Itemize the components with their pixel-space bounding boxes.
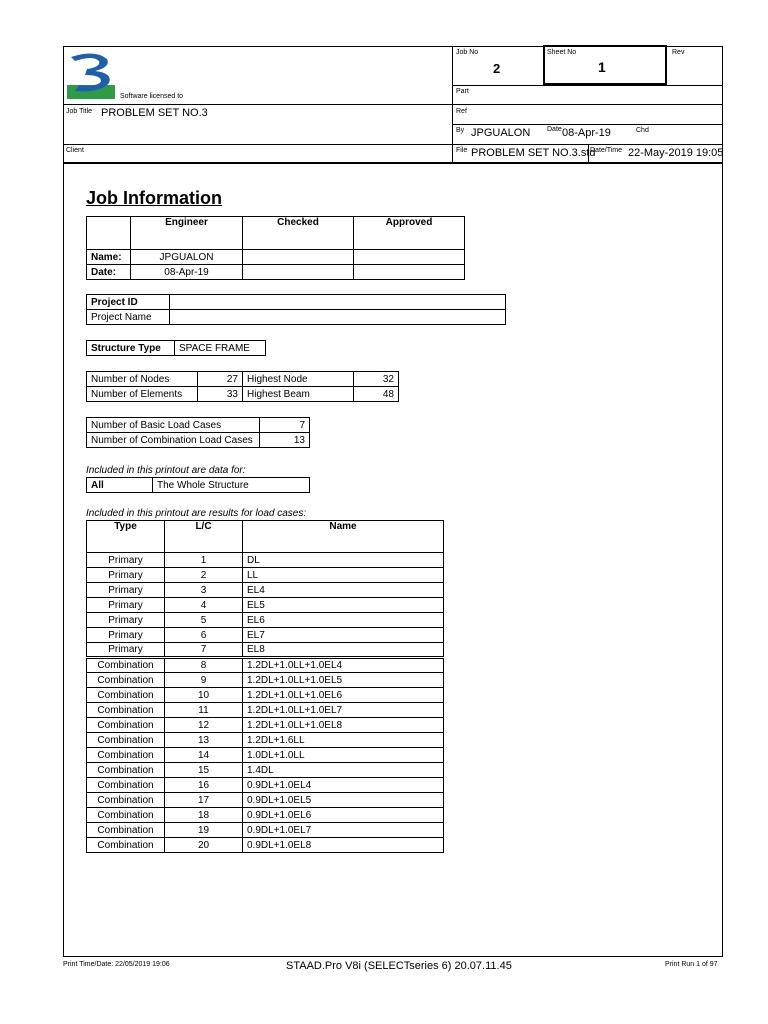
by-label: By [456, 127, 465, 134]
highest-node-value: 32 [354, 372, 399, 387]
chd-label: Chd [636, 127, 649, 134]
table-row [87, 733, 444, 748]
nodes-label: Number of Nodes [87, 372, 198, 387]
lc-name-cell: DL [243, 553, 444, 568]
lc-number-cell: 5 [165, 613, 243, 628]
header-bottom-rule [63, 162, 723, 164]
highest-beam-label: Highest Beam [243, 387, 354, 402]
lc-type-cell: Combination [87, 793, 165, 808]
table-row [87, 808, 444, 823]
table-row [87, 553, 444, 568]
lc-number-cell: 19 [165, 823, 243, 838]
lc-type-cell: Primary [87, 568, 165, 583]
table-row [87, 793, 444, 808]
lc-number-cell: 8 [165, 658, 243, 673]
lc-number-cell: 3 [165, 583, 243, 598]
table-row [87, 748, 444, 763]
lc-header-lc: L/C [165, 521, 243, 553]
job-info-approved [354, 250, 465, 265]
elements-label: Number of Elements [87, 387, 198, 402]
lc-name-cell: 1.2DL+1.0LL+1.0EL7 [243, 703, 444, 718]
client-label: Client [66, 147, 84, 154]
lc-name-cell: LL [243, 568, 444, 583]
table-row [87, 838, 444, 853]
job-info-row-label: Date: [87, 265, 131, 280]
project-name-value [170, 310, 506, 325]
highest-node-label: Highest Node [243, 372, 354, 387]
company-logo [65, 49, 117, 101]
structure-type-value: SPACE FRAME [175, 341, 266, 356]
rev-label: Rev [672, 49, 685, 56]
table-row [87, 613, 444, 628]
lc-name-cell: 1.4DL [243, 763, 444, 778]
lc-number-cell: 17 [165, 793, 243, 808]
structure-type-table [86, 340, 266, 356]
project-id-value [170, 295, 506, 310]
table-row [87, 673, 444, 688]
load-cases-caption: Included in this printout are results for load cases: [86, 508, 307, 519]
header-line-1 [452, 85, 723, 86]
lc-type-cell: Primary [87, 613, 165, 628]
lc-number-cell: 9 [165, 673, 243, 688]
lc-type-cell: Combination [87, 838, 165, 853]
lc-type-cell: Combination [87, 703, 165, 718]
lc-type-cell: Primary [87, 598, 165, 613]
lc-number-cell: 10 [165, 688, 243, 703]
combination-load-label: Number of Combination Load Cases [87, 433, 260, 448]
table-row [87, 658, 444, 673]
lc-header-type: Type [87, 521, 165, 553]
lc-number-cell: 2 [165, 568, 243, 583]
project-id-label: Project ID [87, 295, 170, 310]
lc-name-cell: EL4 [243, 583, 444, 598]
nodes-value: 27 [198, 372, 243, 387]
lc-number-cell: 11 [165, 703, 243, 718]
lc-header-name: Name [243, 521, 444, 553]
table-row [87, 643, 444, 658]
table-row [87, 568, 444, 583]
lc-number-cell: 4 [165, 598, 243, 613]
lc-type-cell: Primary [87, 643, 165, 658]
job-info-checked [243, 265, 354, 280]
lc-type-cell: Combination [87, 763, 165, 778]
sheet-no-label: Sheet No [547, 49, 577, 56]
datetime-label: Date/Time [590, 147, 623, 154]
job-info-engineer: JPGUALON [131, 250, 243, 265]
file-datetime-divider [588, 144, 589, 162]
lc-type-cell: Primary [87, 628, 165, 643]
file-label: File [456, 147, 468, 154]
footer-print-run: Print Run 1 of 97 [665, 961, 718, 968]
project-table [86, 294, 506, 325]
lc-type-cell: Combination [87, 808, 165, 823]
load-counts-table [86, 417, 310, 448]
lc-name-cell: 0.9DL+1.0EL7 [243, 823, 444, 838]
table-row [87, 823, 444, 838]
lc-type-cell: Combination [87, 673, 165, 688]
job-info-engineer: 08-Apr-19 [131, 265, 243, 280]
lc-name-cell: EL7 [243, 628, 444, 643]
by-value: JPGUALON [471, 127, 531, 139]
footer-software: STAAD.Pro V8i (SELECTseries 6) 20.07.11.45 [286, 960, 512, 972]
lc-type-cell: Combination [87, 688, 165, 703]
job-info-header-approved: Approved [354, 217, 465, 250]
lc-name-cell: 1.2DL+1.0LL+1.0EL8 [243, 718, 444, 733]
table-row [87, 718, 444, 733]
lc-name-cell: 1.2DL+1.0LL+1.0EL4 [243, 658, 444, 673]
lc-name-cell: 1.2DL+1.6LL [243, 733, 444, 748]
job-info-header-blank [87, 217, 131, 250]
lc-name-cell: 0.9DL+1.0EL5 [243, 793, 444, 808]
included-data-table [86, 477, 310, 493]
load-cases-table [86, 520, 444, 853]
lc-type-cell: Primary [87, 583, 165, 598]
structure-type-label: Structure Type [87, 341, 175, 356]
table-row [87, 763, 444, 778]
job-title-value: PROBLEM SET NO.3 [101, 107, 208, 119]
table-row [87, 628, 444, 643]
lc-name-cell: 0.9DL+1.0EL4 [243, 778, 444, 793]
lc-number-cell: 13 [165, 733, 243, 748]
lc-number-cell: 15 [165, 763, 243, 778]
job-title-label: Job Title [66, 108, 93, 115]
job-info-table [86, 216, 465, 280]
datetime-value: 22-May-2019 19:05 [628, 147, 724, 159]
combination-load-value: 13 [260, 433, 310, 448]
lc-name-cell: EL6 [243, 613, 444, 628]
sheet-no-value: 1 [598, 59, 606, 75]
lc-type-cell: Primary [87, 553, 165, 568]
ref-label: Ref [456, 108, 467, 115]
lc-number-cell: 6 [165, 628, 243, 643]
lc-type-cell: Combination [87, 748, 165, 763]
header-line-2 [63, 104, 723, 105]
lc-name-cell: EL5 [243, 598, 444, 613]
job-info-row-label: Name: [87, 250, 131, 265]
part-label: Part [456, 88, 469, 95]
lc-number-cell: 20 [165, 838, 243, 853]
included-scope: All [87, 478, 153, 493]
lc-name-cell: 1.0DL+1.0LL [243, 748, 444, 763]
date-value: 08-Apr-19 [562, 127, 611, 139]
table-row [87, 598, 444, 613]
basic-load-label: Number of Basic Load Cases [87, 418, 260, 433]
load-cases-body [87, 553, 444, 853]
lc-number-cell: 16 [165, 778, 243, 793]
job-no-value: 2 [493, 61, 501, 76]
software-licensed-label: Software licensed to [120, 93, 184, 100]
highest-beam-value: 48 [354, 387, 399, 402]
lc-name-cell: 0.9DL+1.0EL6 [243, 808, 444, 823]
lc-number-cell: 14 [165, 748, 243, 763]
lc-type-cell: Combination [87, 658, 165, 673]
lc-number-cell: 7 [165, 643, 243, 658]
project-name-label: Project Name [87, 310, 170, 325]
footer-print-time: Print Time/Date: 22/05/2019 19:06 [63, 961, 170, 968]
job-info-checked [243, 250, 354, 265]
lc-number-cell: 18 [165, 808, 243, 823]
job-info-header-engineer: Engineer [131, 217, 243, 250]
lc-type-cell: Combination [87, 823, 165, 838]
header-line-3 [452, 124, 723, 125]
file-value: PROBLEM SET NO.3.std [471, 147, 596, 159]
job-no-label: Job No [456, 49, 479, 56]
lc-name-cell: 1.2DL+1.0LL+1.0EL6 [243, 688, 444, 703]
header-left-divider [452, 46, 453, 164]
elements-value: 33 [198, 387, 243, 402]
job-info-header-checked: Checked [243, 217, 354, 250]
date-label: Date [547, 126, 562, 133]
counts-table [86, 371, 399, 402]
table-row [87, 703, 444, 718]
table-row [87, 583, 444, 598]
basic-load-value: 7 [260, 418, 310, 433]
table-row [87, 688, 444, 703]
included-scope-desc: The Whole Structure [153, 478, 310, 493]
lc-name-cell: EL8 [243, 643, 444, 658]
lc-number-cell: 1 [165, 553, 243, 568]
lc-name-cell: 1.2DL+1.0LL+1.0EL5 [243, 673, 444, 688]
lc-type-cell: Combination [87, 778, 165, 793]
lc-type-cell: Combination [87, 733, 165, 748]
lc-number-cell: 12 [165, 718, 243, 733]
page-title: Job Information [86, 188, 222, 208]
included-data-caption: Included in this printout are data for: [86, 465, 246, 476]
lc-name-cell: 0.9DL+1.0EL8 [243, 838, 444, 853]
lc-type-cell: Combination [87, 718, 165, 733]
header-line-4 [63, 144, 723, 145]
table-row [87, 778, 444, 793]
job-info-approved [354, 265, 465, 280]
